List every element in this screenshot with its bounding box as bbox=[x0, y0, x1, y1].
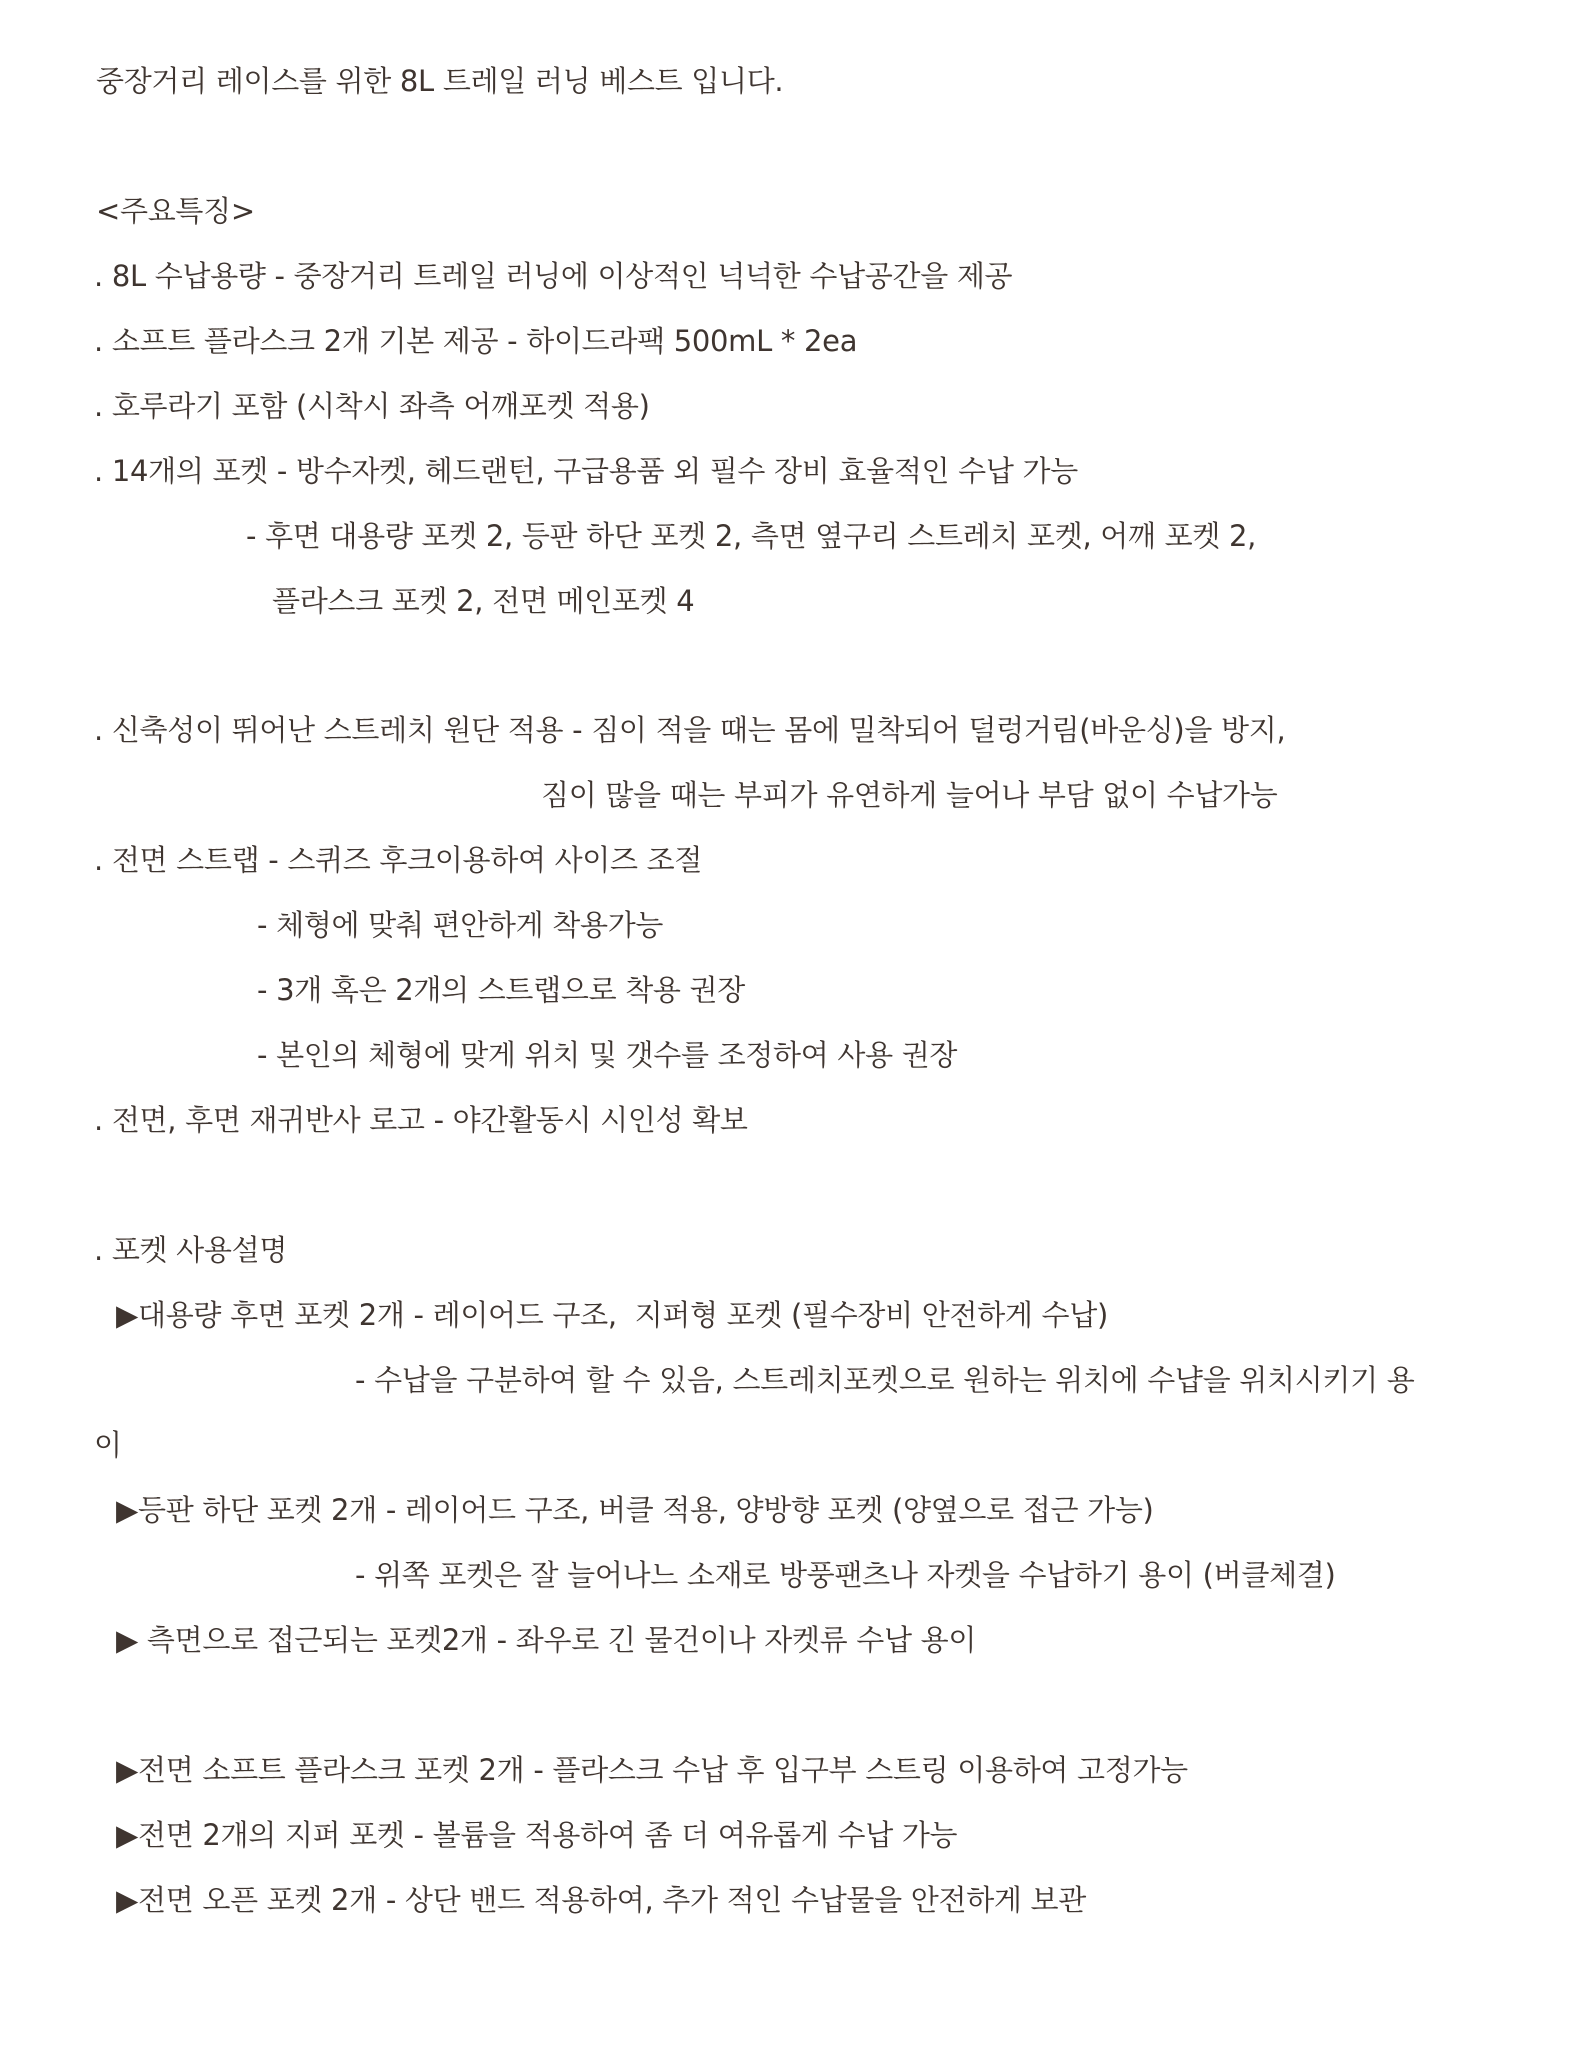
feature-front-strap-detail-1: - 체형에 맞춰 편안하게 착용가능 bbox=[257, 908, 664, 942]
pocket-back-lower: ▶등판 하단 포켓 2개 - 레이어드 구조, 버클 적용, 양방향 포켓 (양옆으로 접근 가능) bbox=[116, 1493, 1154, 1527]
feature-flasks: . 소프트 플라스크 2개 기본 제공 - 하이드라팩 500mL * 2ea bbox=[94, 324, 858, 358]
feature-front-strap-detail-2: - 3개 혹은 2개의 스트랩으로 착용 권장 bbox=[257, 973, 745, 1007]
feature-whistle: . 호루라기 포함 (시착시 좌측 어깨포켓 적용) bbox=[94, 389, 650, 423]
feature-pockets-detail-1: - 후면 대용량 포켓 2, 등판 하단 포켓 2, 측면 옆구리 스트레치 포켓, 어깨 포켓 2, bbox=[246, 519, 1257, 553]
feature-front-strap-detail-3: - 본인의 체형에 맞게 위치 및 갯수를 조정하여 사용 권장 bbox=[257, 1038, 958, 1072]
pocket-rear-large-detail-wrap: 이 bbox=[94, 1428, 122, 1462]
feature-stretch-fabric-detail: 짐이 많을 때는 부피가 유연하게 늘어나 부담 없이 수납가능 bbox=[541, 778, 1278, 812]
intro-text: 중장거리 레이스를 위한 8L 트레일 러닝 베스트 입니다. bbox=[96, 64, 784, 98]
feature-capacity: . 8L 수납용량 - 중장거리 트레일 러닝에 이상적인 넉넉한 수납공간을 제공 bbox=[94, 259, 1013, 293]
feature-pockets-detail-2: 플라스크 포켓 2, 전면 메인포켓 4 bbox=[272, 584, 695, 618]
pocket-back-lower-detail: - 위쪽 포켓은 잘 늘어나느 소재로 방풍팬츠나 자켓을 수납하기 용이 (버클체결) bbox=[355, 1558, 1336, 1592]
feature-stretch-fabric: . 신축성이 뛰어난 스트레치 원단 적용 - 짐이 적을 때는 몸에 밀착되어 덜렁거림(바운싱)을 방지, bbox=[94, 713, 1286, 747]
pocket-usage-heading: . 포켓 사용설명 bbox=[94, 1233, 288, 1267]
feature-pockets: . 14개의 포켓 - 방수자켓, 헤드랜턴, 구급용품 외 필수 장비 효율적인 수납 가능 bbox=[94, 454, 1078, 488]
features-heading: <주요특징> bbox=[96, 194, 255, 228]
pocket-side-access: ▶ 측면으로 접근되는 포켓2개 - 좌우로 긴 물건이나 자켓류 수납 용이 bbox=[116, 1623, 977, 1657]
pocket-front-flask: ▶전면 소프트 플라스크 포켓 2개 - 플라스크 수납 후 입구부 스트링 이용하여 고정가능 bbox=[116, 1753, 1188, 1787]
pocket-front-zipper: ▶전면 2개의 지퍼 포켓 - 볼륨을 적용하여 좀 더 여유롭게 수납 가능 bbox=[116, 1818, 958, 1852]
pocket-rear-large-detail: - 수납을 구분하여 할 수 있음, 스트레치포켓으로 원하는 위치에 수냡을 위치시키기 용 bbox=[355, 1363, 1415, 1397]
pocket-front-open: ▶전면 오픈 포켓 2개 - 상단 밴드 적용하여, 추가 적인 수납물을 안전하게 보관 bbox=[116, 1883, 1086, 1917]
feature-reflective-logo: . 전면, 후면 재귀반사 로고 - 야간활동시 시인성 확보 bbox=[94, 1103, 748, 1137]
feature-front-strap: . 전면 스트랩 - 스퀴즈 후크이용하여 사이즈 조절 bbox=[94, 843, 703, 877]
pocket-rear-large: ▶대용량 후면 포켓 2개 - 레이어드 구조, 지퍼형 포켓 (필수장비 안전하게 수납) bbox=[116, 1298, 1108, 1332]
